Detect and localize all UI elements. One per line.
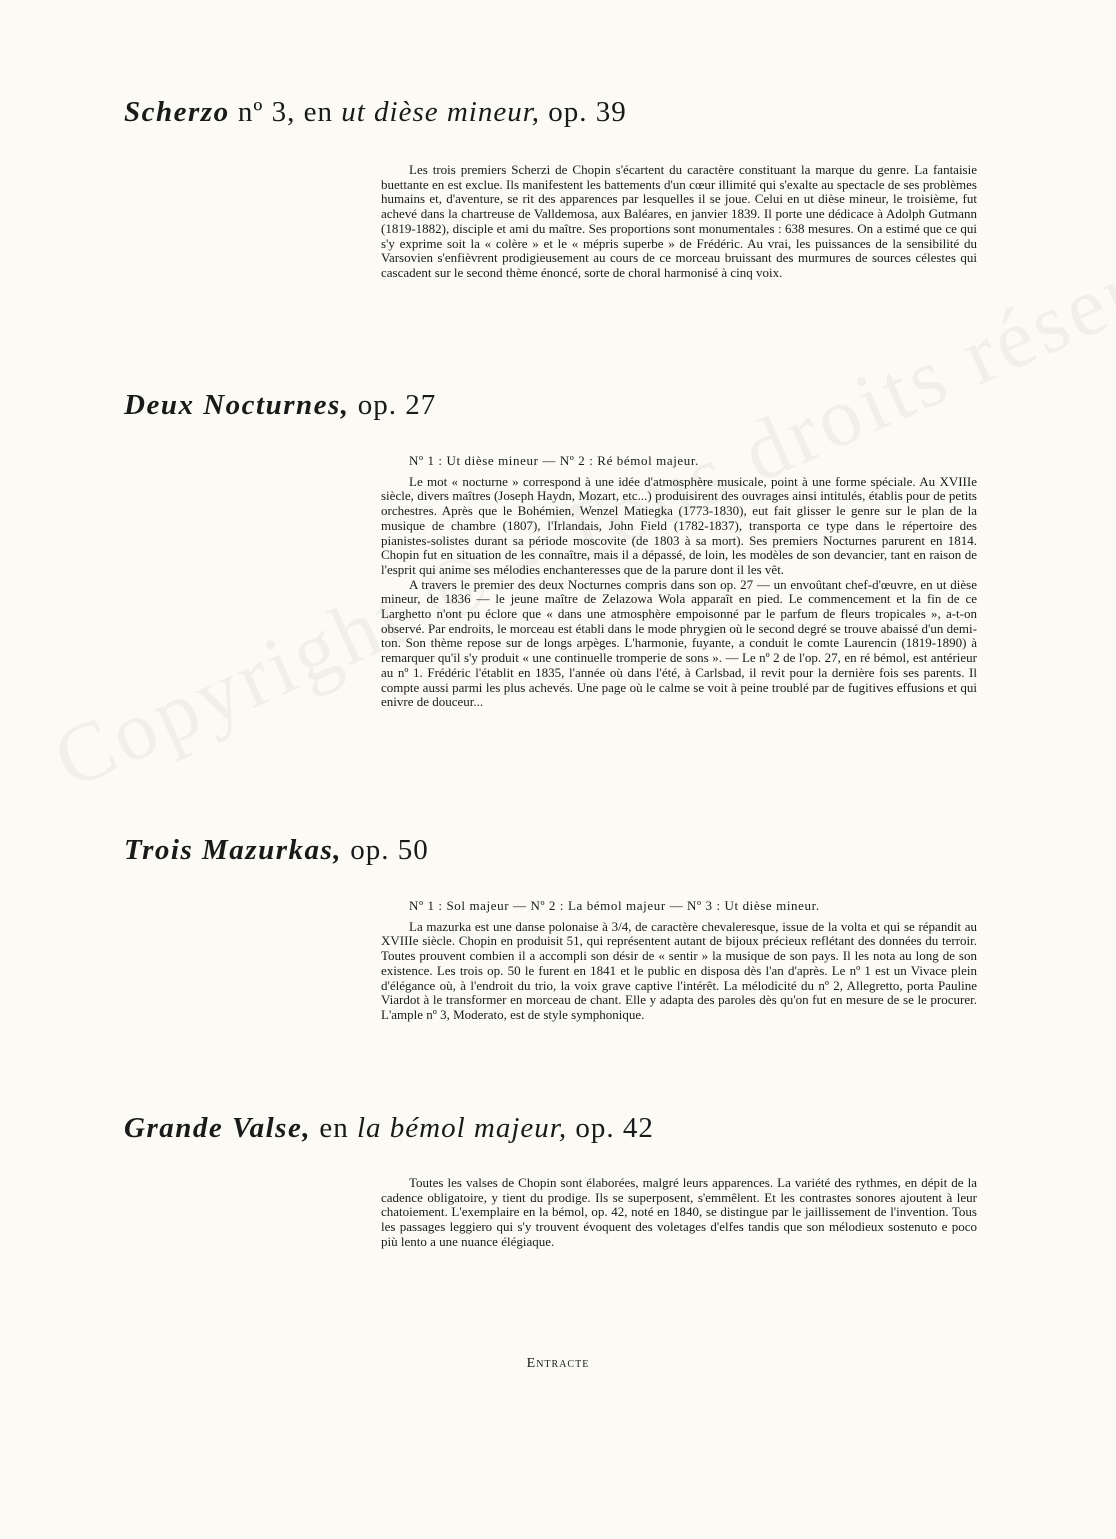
- title-rest: en: [311, 1112, 357, 1144]
- section-body-scherzo: [381, 163, 977, 281]
- title-rest: nº 3, en: [229, 96, 342, 128]
- section-body-valse: [381, 1176, 977, 1250]
- title-key: la bémol majeur,: [356, 1112, 568, 1144]
- section-title-valse: [124, 1112, 654, 1145]
- section-title-scherzo: [124, 96, 627, 129]
- title-op: op. 39: [540, 96, 627, 128]
- section-body-mazurkas: [381, 899, 977, 1023]
- paragraph: Le mot « nocturne » correspond à une idée d'atmosphère musicale, point à une forme spéciale. Au XVIIIe siècle, divers maîtres (Joseph Haydn, Mozart, etc...) produisirent des ouvrages ainsi intitulés, établis pour de petits orchestres. Après que le Bohémien, Wenzel Matiegka (1773-1830), eut fait glisser le genre sur le plan de la musique de chambre (1807), l'Irlandais, John Field (1782-1837), transporta ce type dans le répertoire des pianistes-solistes durant sa période moscovite (de 1803 à sa mort). Ses premiers Nocturnes parurent en 1814. Chopin fut en situation de les connaître, mais il a dépassé, de loin, les modèles de son devancier, tant en raison de l'esprit qui anime ses mélodies enchanteresses que de la parure dont il les vêt.: [381, 473, 977, 577]
- section-body-nocturnes: [381, 454, 977, 710]
- section-subtitle: Nº 1 : Ut dièse mineur — Nº 2 : Ré bémol majeur.: [409, 453, 699, 468]
- paragraph: Toutes les valses de Chopin sont élaborées, malgré leurs apparences. La variété des rythmes, en dépit de la cadence obligatoire, y tient du prodige. Ils se superposent, s'emmêlent. Et les contrastes sonores ajoutent à leur chatoiement. L'exemplaire en la bémol, op. 42, noté en 1840, se distingue par le jaillissement de l'invention. Tous les passages leggiero qui s'y trouvent évoquent des voletages d'elfes tandis que son mélodieux sostenuto e poco più lento a une nuance élégiaque.: [381, 1175, 977, 1249]
- section-title-mazurkas: [124, 834, 429, 867]
- paragraph: Les trois premiers Scherzi de Chopin s'écartent du caractère constituant la marque du genre. La fantaisie buettante en est exclue. Ils manifestent les battements d'un cœur illimité qui s'exalte au spectacle de ses problèmes humains et, d'aventure, se rit des apparences par lesquelles il se joue. Celui en ut dièse mineur, le troisième, fut achevé dans la chartreuse de Valldemosa, aux Baléares, en janvier 1839. Il porte une dédicace à Adolph Gutmann (1819-1882), disciple et ami du maître. Ses proportions sont monumentales : 638 mesures. On a estimé que ce qui s'y exprime soit la « colère » et le « mépris superbe » de Frédéric. Au vrai, les puissances de la sensibilité du Varsovien s'enfièvrent prodigieusement au cours de ce morceau bruissant des murmures de sources célestes qui cascadent sur le second thème énoncé, sorte de choral harmonisé à cinq voix.: [381, 162, 977, 280]
- title-main: Scherzo: [124, 96, 230, 128]
- title-main: Trois Mazurkas,: [124, 834, 343, 866]
- section-subtitle: Nº 1 : Sol majeur — Nº 2 : La bémol majeur — Nº 3 : Ut dièse mineur.: [409, 898, 820, 913]
- title-op: op. 50: [342, 834, 429, 866]
- title-op: op. 42: [567, 1112, 654, 1144]
- title-main: Deux Nocturnes,: [124, 389, 350, 421]
- paragraph: A travers le premier des deux Nocturnes compris dans son op. 27 — un envoûtant chef-d'œuvre, en ut dièse mineur, de 1836 — le jeune maître de Zelazowa Wola apparaît en pied. Le commencement et la fin de ce Larghetto n'ont pu éclore que « dans une atmosphère empoisonné par le parfum de fleurs tropicales », a-t-on observé. Par endroits, le morceau est établi dans le mode phrygien où le second degré se trouve abaissé d'un demi-ton. Son thème repose sur de longs arpèges. L'harmonie, fuyante, a conduit le comte Laurencin (1819-1890) à remarquer qu'il s'y produit « une continuelle tromperie de sons ». — Le nº 2 de l'op. 27, en ré bémol, est antérieur au nº 1. Frédéric l'établit en 1835, l'année où dans l'été, à Carlsbad, il revit pour la dernière fois ses parents. Il compte aussi parmi les plus achevés. Une page où le calme se voit à peine troublé par de fugitives effusions et qui enivre de douceur...: [381, 576, 977, 710]
- footer-entracte: Entracte: [526, 1356, 590, 1371]
- title-op: op. 27: [349, 389, 437, 421]
- title-key: ut dièse mineur,: [341, 96, 541, 128]
- paragraph: La mazurka est une danse polonaise à 3/4, de caractère chevaleresque, issue de la volta et qui se répandit au XVIIIe siècle. Chopin en produisit 51, qui représentent autant de bijoux précieux reflétant des données du terroir. Toutes prouvent combien il a accompli son désir de « sentir » la musique de son pays. Il les nota au long de son existence. Les trois op. 50 le furent en 1841 et le public en disposa dès l'an d'après. Le nº 1 est un Vivace plein d'élégance où, à l'endroit du trio, la voix grave captive l'intérêt. La mélodicité du nº 2, Allegretto, porta Pauline Viardot à le transformer en morceau de chant. Elle y adapta des paroles dès qu'on fut en mesure de se le procurer. L'ample nº 3, Moderato, est de style symphonique.: [381, 918, 977, 1022]
- title-main: Grande Valse,: [124, 1112, 312, 1144]
- section-title-nocturnes: [124, 389, 436, 422]
